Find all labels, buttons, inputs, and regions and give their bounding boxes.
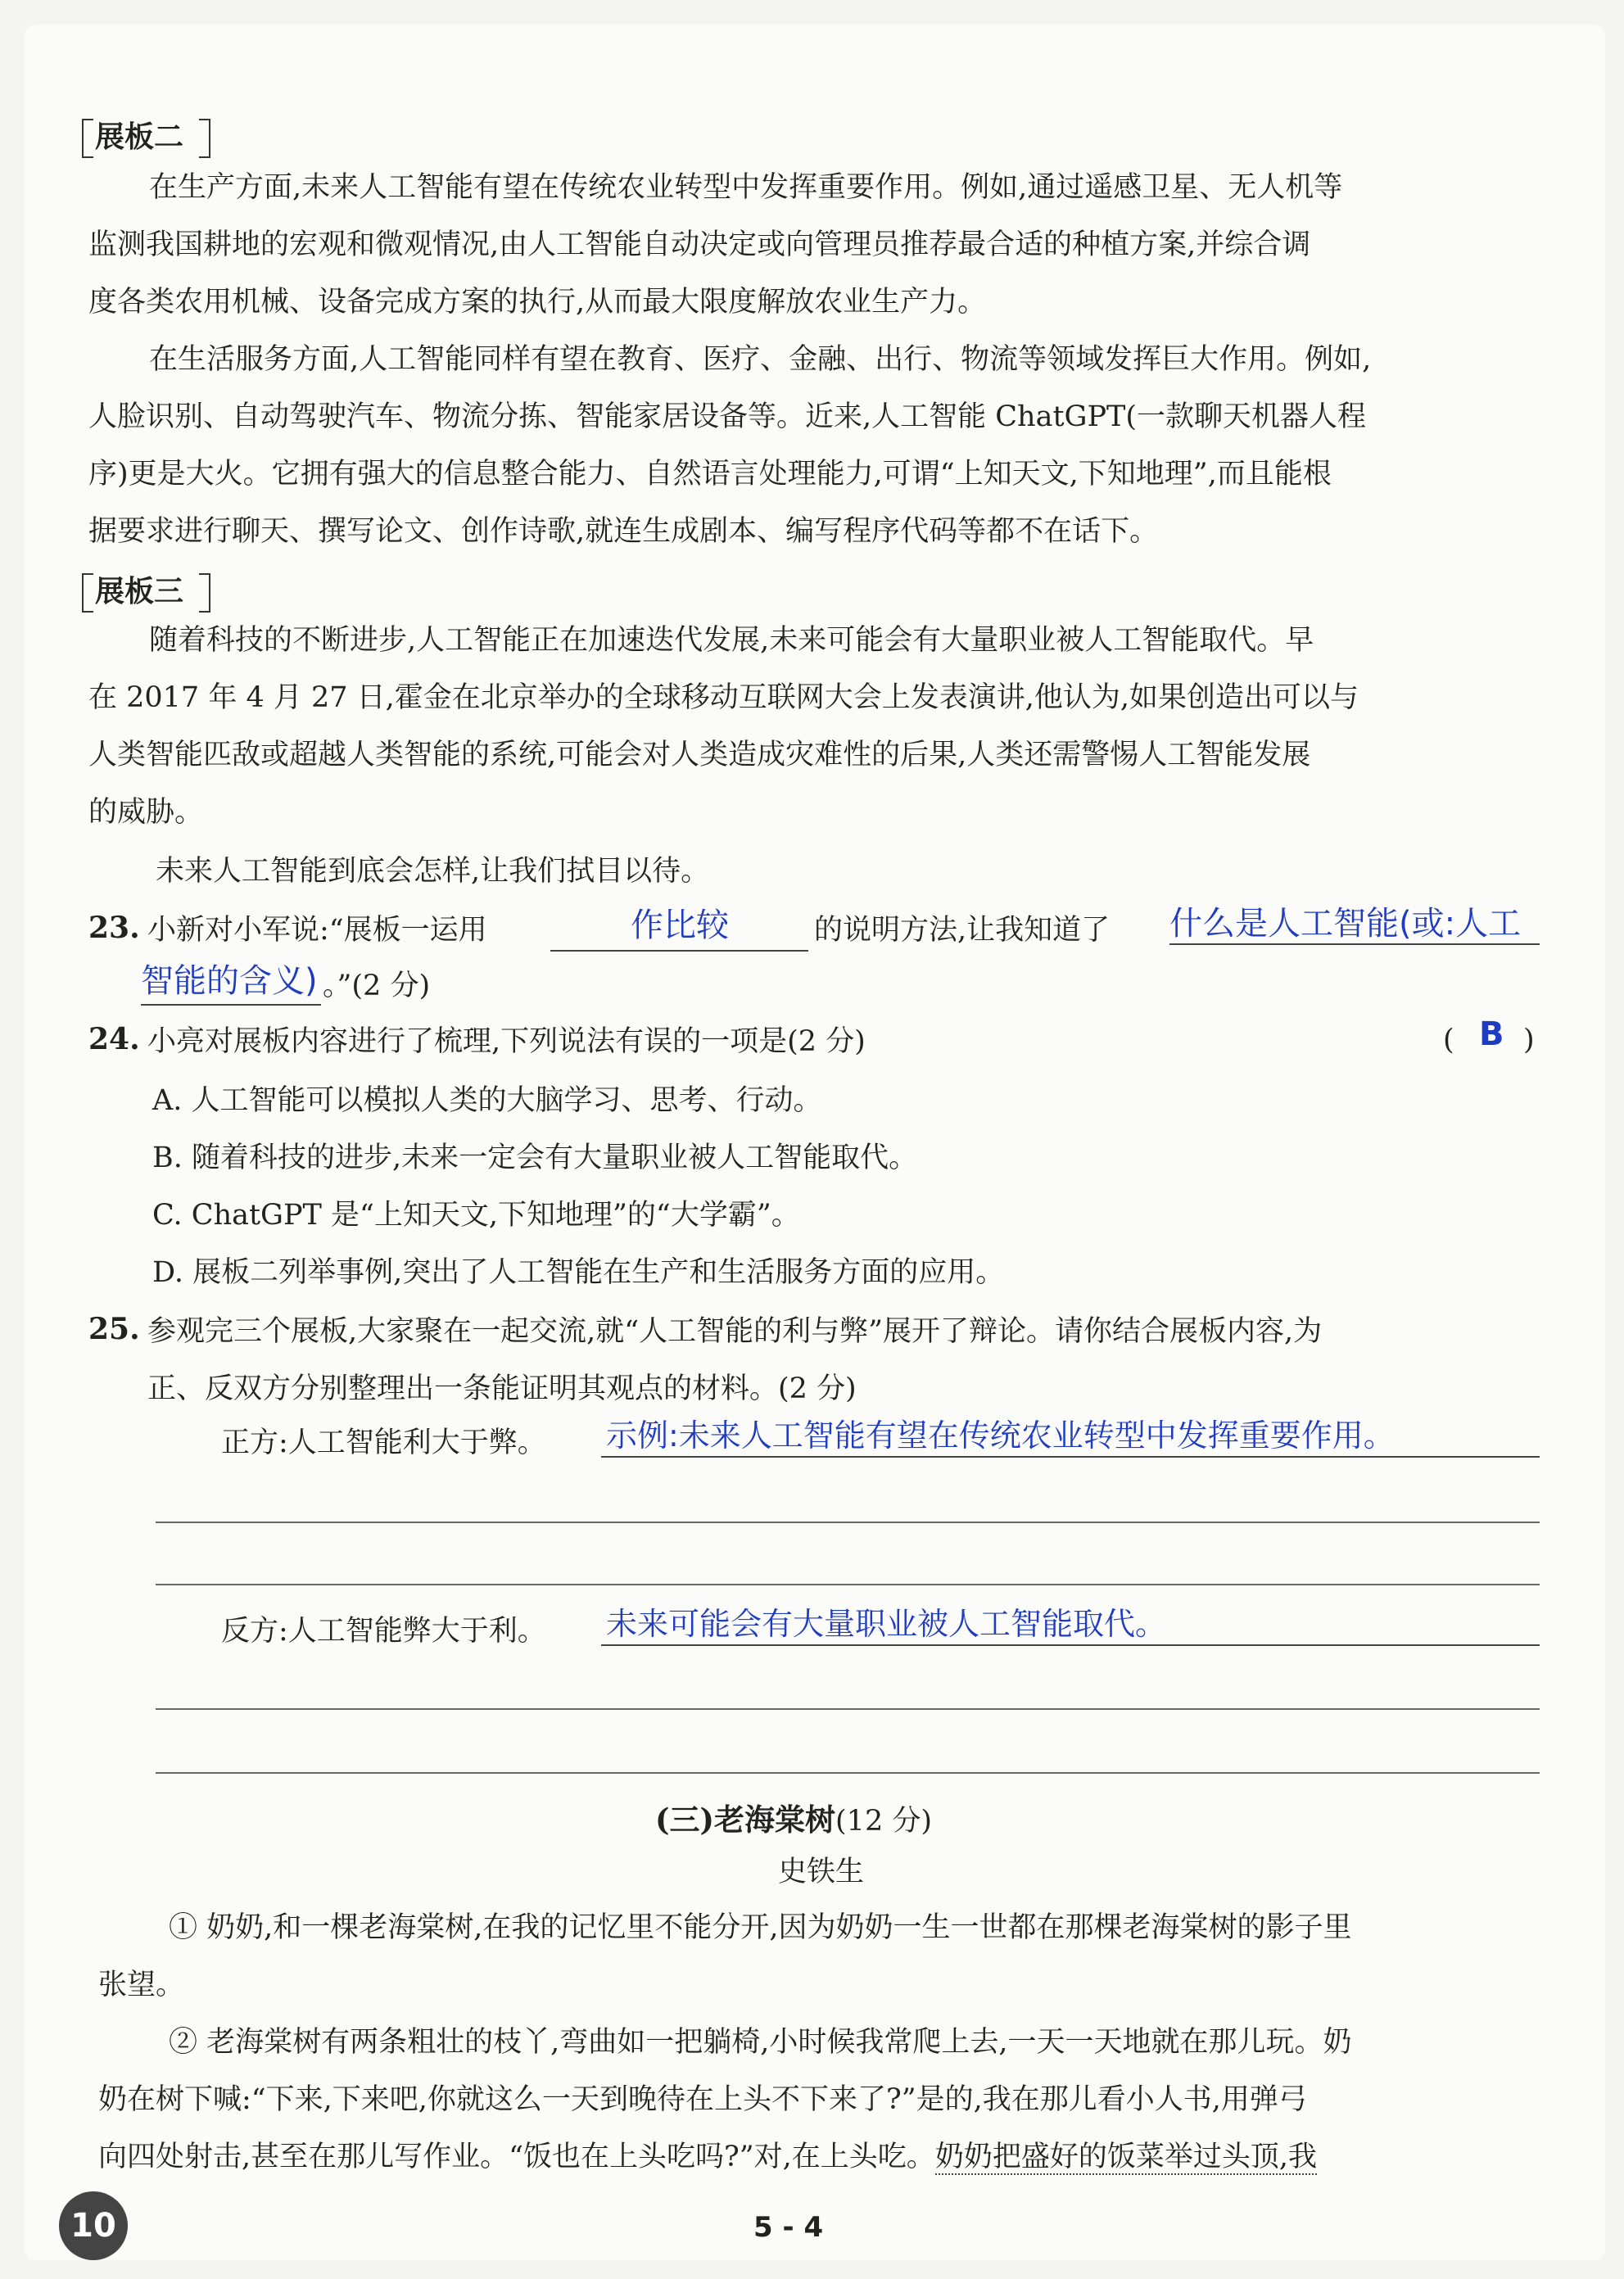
q24-option-d: D. 展板二列举事例,突出了人工智能在生产和生活服务方面的应用。	[152, 1256, 1005, 1289]
bracket-left	[82, 119, 93, 158]
answer-blank[interactable]	[550, 950, 808, 952]
answer-line[interactable]	[601, 1456, 1540, 1458]
answer-line[interactable]	[156, 1584, 1540, 1585]
answer-blank[interactable]	[141, 1004, 321, 1006]
q24-option-b: B. 随着科技的进步,未来一定会有大量职业被人工智能取代。	[152, 1142, 918, 1174]
answer-line[interactable]	[601, 1644, 1540, 1646]
q23-stem-post: 。”(2 分)	[323, 970, 431, 1002]
answer-line[interactable]	[156, 1708, 1540, 1710]
q25-pro-label: 正方:人工智能利大于弊。	[221, 1427, 546, 1459]
panel2-p1-line1: 在生产方面,未来人工智能有望在传统农业转型中发挥重要作用。例如,通过遥感卫星、无人机等	[149, 171, 1343, 204]
section-title	[655, 1795, 932, 1841]
article-p2-line3-text: 向四处射击,甚至在那儿写作业。“饭也在上头吃吗?”对,在上头吃。	[98, 2141, 935, 2173]
q25-con-label: 反方:人工智能弊大于利。	[221, 1615, 546, 1648]
q23-number: 23.	[88, 911, 140, 945]
panel3-p1-line2: 在 2017 年 4 月 27 日,霍金在北京举办的全球移动互联网大会上发表演讲,他认为,如果创造出可以与	[88, 681, 1359, 714]
q23-stem-mid: 的说明方法,让我知道了	[814, 914, 1111, 947]
panel3-p1-line4: 的威胁。	[88, 796, 204, 829]
panel3-p2: 未来人工智能到底会怎样,让我们拭目以待。	[156, 855, 710, 888]
q24-option-c: C. ChatGPT 是“上知天文,下知地理”的“大学霸”。	[152, 1199, 800, 1232]
panel2-p1-line3: 度各类农用机械、设备完成方案的执行,从而最大限度解放农业生产力。	[88, 286, 987, 319]
bracket-left	[82, 573, 93, 613]
page-number: 5 - 4	[753, 2211, 824, 2244]
q25-number: 25.	[88, 1312, 140, 1346]
panel2-p2-line3: 序)更是大火。它拥有强大的信息整合能力、自然语言处理能力,可谓“上知天文,下知地理”,而且能根	[88, 458, 1332, 491]
q24-stem: 小亮对展板内容进行了梳理,下列说法有误的一项是(2 分)	[147, 1025, 866, 1058]
q23-answer-1: 作比较	[631, 907, 729, 944]
article-p1-line1: ① 奶奶,和一棵老海棠树,在我的记忆里不能分开,因为奶奶一生一世都在那棵老海棠树的影子里	[169, 1911, 1352, 1944]
panel3-p1-line1: 随着科技的不断进步,人工智能正在加速迭代发展,未来可能会有大量职业被人工智能取代。早	[149, 624, 1314, 657]
bracket-right	[199, 119, 210, 158]
q24-number: 24.	[88, 1022, 140, 1056]
q23-answer-2b: 智能的含义)	[141, 962, 318, 1000]
article-p2-line1: ② 老海棠树有两条粗壮的枝丫,弯曲如一把躺椅,小时候我常爬上去,一天一天地就在那儿玩。奶	[169, 2026, 1352, 2059]
q24-answer[interactable]: B	[1479, 1015, 1504, 1053]
article-underlined-text: 奶奶把盛好的饭菜举过头顶,我	[934, 2141, 1317, 2173]
answer-line[interactable]	[156, 1522, 1540, 1523]
q24-paren-open: (	[1443, 1024, 1454, 1056]
article-p2-line3	[98, 2137, 1317, 2177]
q23-stem-pre: 小新对小军说:“展板一运用	[147, 914, 487, 947]
panel2-p1-line2: 监测我国耕地的宏观和微观情况,由人工智能自动决定或向管理员推荐最合适的种植方案,并综合调	[88, 228, 1311, 261]
article-p2-line2: 奶在树下喊:“下来,下来吧,你就这么一天到晚待在上头不下来了?”是的,我在那儿看小人书,用弹弓	[98, 2083, 1307, 2116]
panel2-p2-line4: 据要求进行聊天、撰写论文、创作诗歌,就连生成剧本、编写程序代码等都不在话下。	[88, 515, 1159, 548]
panel2-label: 展板二	[95, 120, 184, 154]
section-title-text: (三)老海棠树	[655, 1802, 836, 1838]
q24-option-a: A. 人工智能可以模拟人类的大脑学习、思考、行动。	[152, 1084, 822, 1117]
q25-stem-line2: 正、反双方分别整理出一条能证明其观点的材料。(2 分)	[147, 1372, 857, 1405]
q23-answer-2a: 什么是人工智能(或:人工	[1169, 905, 1522, 943]
section-score: (12 分)	[835, 1805, 932, 1838]
q25-con-answer: 未来可能会有大量职业被人工智能取代。	[606, 1606, 1167, 1642]
answer-line[interactable]	[156, 1772, 1540, 1774]
panel3-label: 展板三	[95, 574, 184, 608]
bracket-right	[199, 573, 210, 613]
author: 史铁生	[778, 1856, 865, 1888]
article-p1-line2: 张望。	[98, 1969, 185, 2001]
panel2-p2-line1: 在生活服务方面,人工智能同样有望在教育、医疗、金融、出行、物流等领域发挥巨大作用。例如,	[149, 343, 1372, 376]
page-badge: 10	[59, 2191, 128, 2260]
panel3-p1-line3: 人类智能匹敌或超越人类智能的系统,可能会对人类造成灾难性的后果,人类还需警惕人工智能发展	[88, 739, 1311, 771]
panel2-p2-line2: 人脸识别、自动驾驶汽车、物流分拣、智能家居设备等。近来,人工智能 ChatGPT(一款聊天机器人程	[88, 400, 1367, 433]
q25-pro-answer: 示例:未来人工智能有望在传统农业转型中发挥重要作用。	[606, 1418, 1395, 1454]
q25-stem-line1: 参观完三个展板,大家聚在一起交流,就“人工智能的利与弊”展开了辩论。请你结合展板内容,为	[147, 1315, 1323, 1348]
q24-paren-close: )	[1523, 1024, 1535, 1056]
